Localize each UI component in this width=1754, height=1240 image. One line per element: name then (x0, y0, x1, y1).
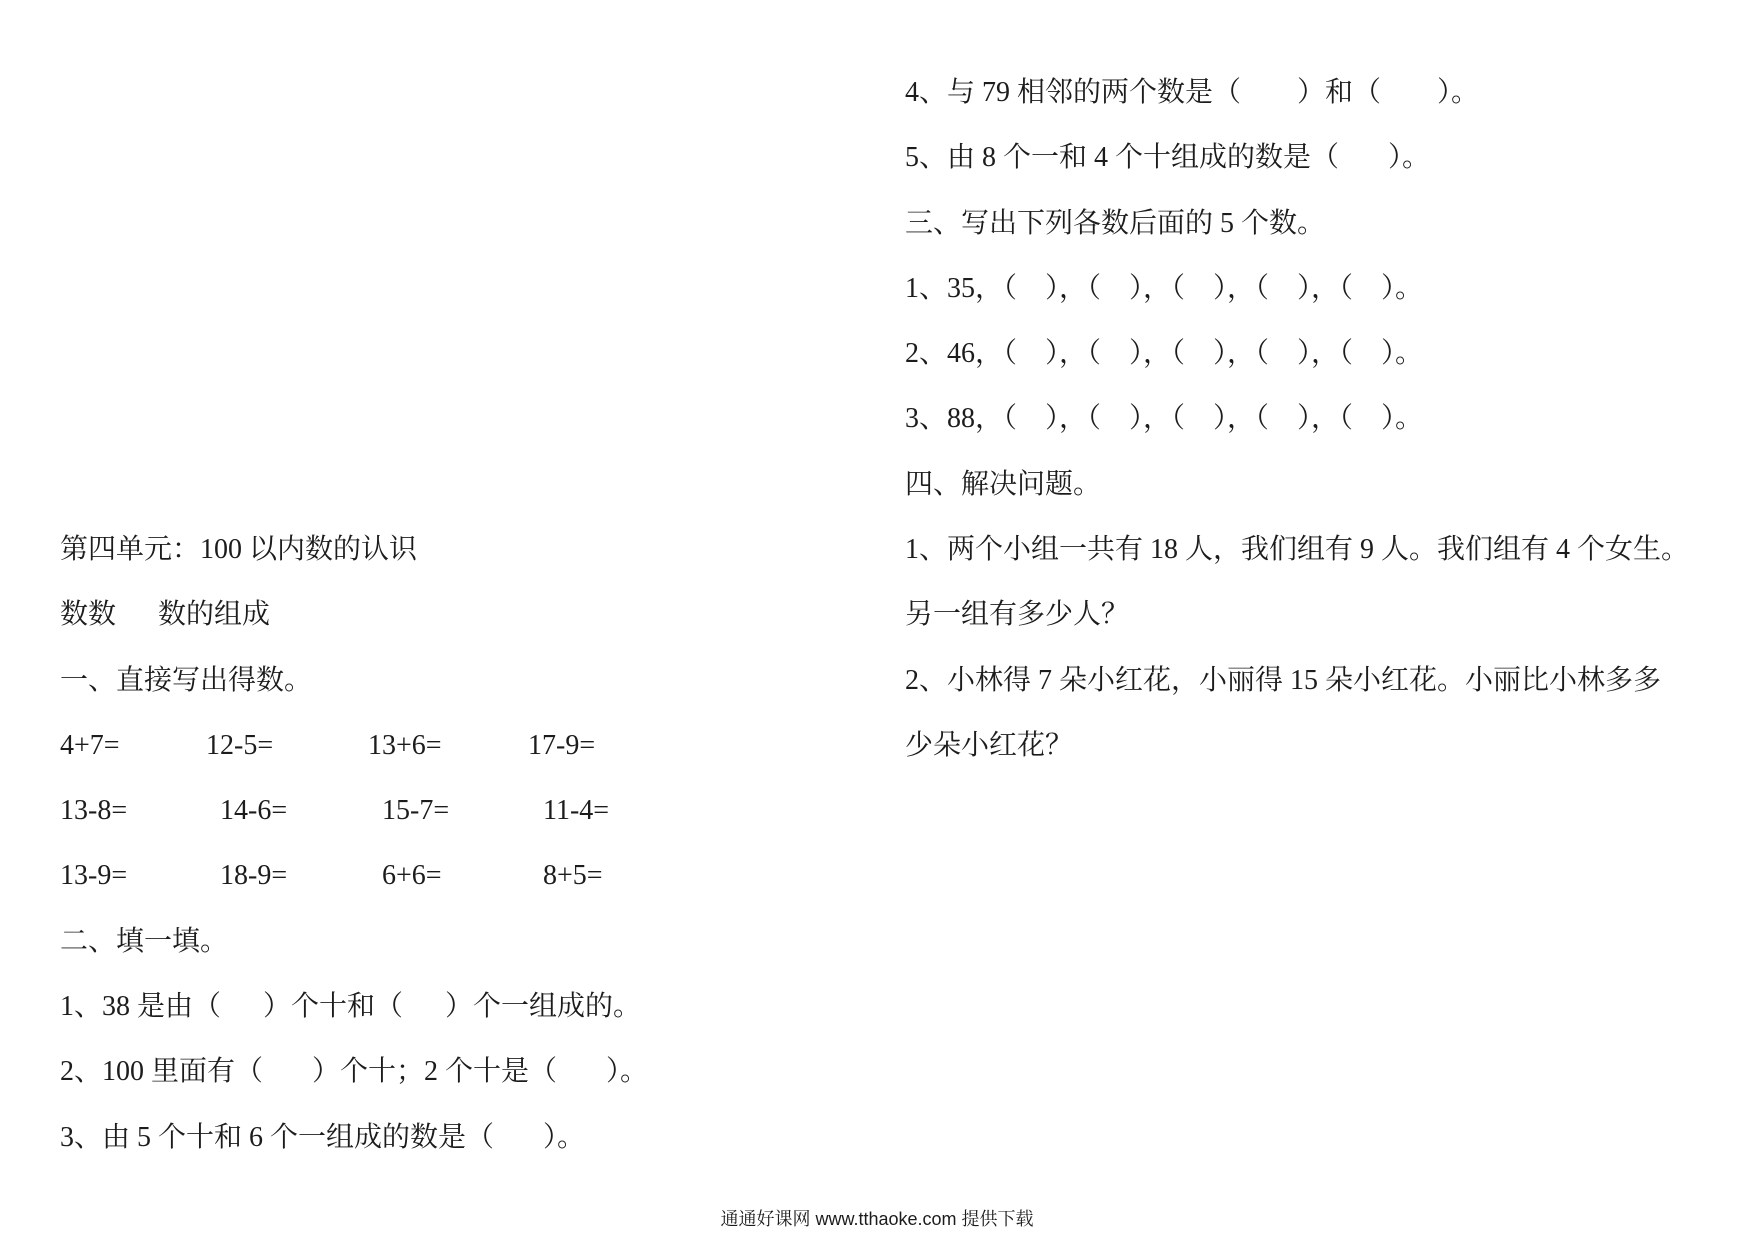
problem-2-line-2: 少朵小红花？ (905, 729, 1074, 761)
calc-item: 8+5= (543, 860, 603, 892)
page-footer: 通通好课网 www.tthaoke.com 提供下载 (720, 1209, 1034, 1229)
unit-subtitle: 数数 数的组成 (60, 599, 271, 631)
calc-item: 13+6= (368, 729, 442, 761)
calc-item: 18-9= (220, 860, 288, 892)
calc-item: 14-6= (220, 795, 288, 827)
left-column (60, 517, 860, 1170)
sequence-item-3: 3、88，（ ），（ ），（ ），（ ），（ ）。 (905, 403, 1424, 435)
section-1-title: 一、直接写出得数。 (60, 664, 313, 696)
sequence-item-2: 2、46，（ ），（ ），（ ），（ ），（ ）。 (905, 338, 1424, 370)
problem-1-line-1: 1、两个小组一共有 18 人，我们组有 9 人。我们组有 4 个女生。 (905, 534, 1690, 566)
sequence-item-1: 1、35，（ ），（ ），（ ），（ ），（ ）。 (905, 272, 1424, 304)
section-4-title: 四、解决问题。 (905, 468, 1102, 500)
unit-title: 第四单元：100 以内数的认识 (60, 534, 418, 565)
calc-item: 12-5= (206, 729, 274, 761)
problem-1-line-2: 另一组有多少人？ (905, 599, 1130, 631)
right-column (905, 60, 1735, 778)
calc-item: 17-9= (528, 729, 596, 761)
section-2-title: 二、填一填。 (60, 925, 229, 957)
calc-row-2 (60, 778, 860, 843)
fill-in-item-1: 1、38 是由（ ）个十和（ ）个一组成的。 (60, 991, 642, 1023)
section-3-title: 三、写出下列各数后面的 5 个数。 (905, 207, 1326, 239)
calc-row-3 (60, 843, 860, 908)
problem-2-line-1: 2、小林得 7 朵小红花，小丽得 15 朵小红花。小丽比小林多多 (905, 664, 1662, 696)
calc-item: 11-4= (543, 795, 610, 827)
fill-in-item-4: 4、与 79 相邻的两个数是（ ）和（ ）。 (905, 77, 1480, 108)
calc-item: 15-7= (382, 795, 450, 827)
fill-in-item-2: 2、100 里面有（ ）个十；2 个十是（ ）。 (60, 1056, 649, 1088)
calc-item: 13-9= (60, 860, 128, 892)
calc-item: 13-8= (60, 795, 128, 827)
fill-in-item-5: 5、由 8 个一和 4 个十组成的数是（ ）。 (905, 142, 1431, 174)
calc-item: 6+6= (382, 860, 442, 892)
calc-item: 4+7= (60, 729, 120, 761)
fill-in-item-3: 3、由 5 个十和 6 个一组成的数是（ ）。 (60, 1121, 586, 1153)
calc-row-1 (60, 713, 860, 778)
